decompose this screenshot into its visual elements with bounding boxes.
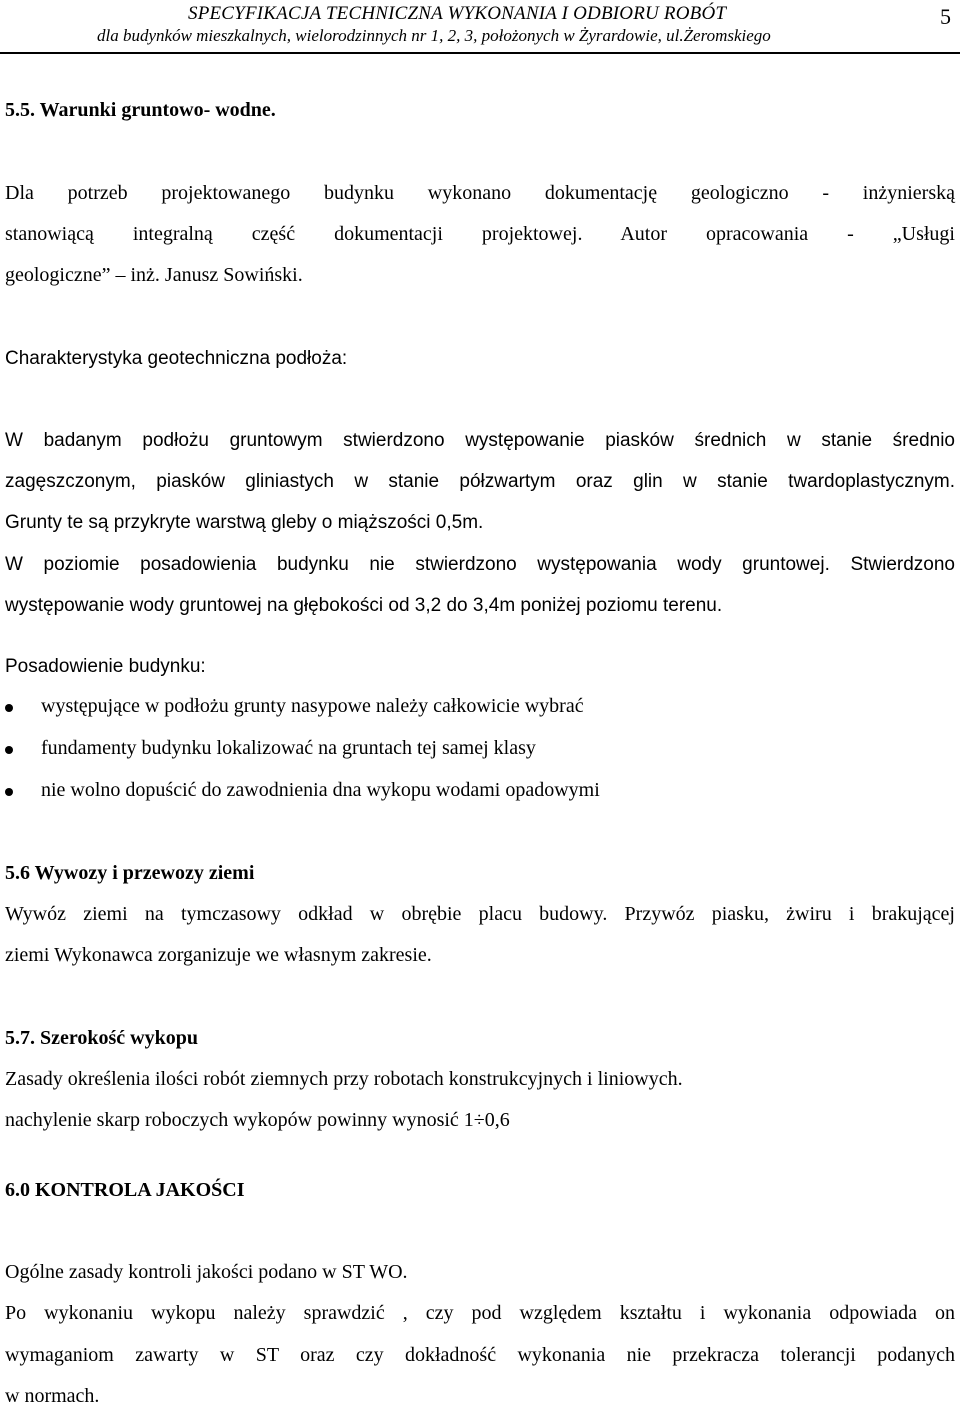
paragraph-line: W poziomie posadowienia budynku nie stwierdzono występowania wody gruntowej. Stwierdzono <box>5 554 955 575</box>
paragraph-line: Po wykonaniu wykopu należy sprawdzić , czy pod względem kształtu i wykonania odpowiada on <box>5 1302 955 1324</box>
bullet-icon <box>5 746 13 754</box>
paragraph-line: Ogólne zasady kontroli jakości podano w ST WO. <box>5 1261 408 1283</box>
paragraph-line: geologiczne” – inż. Janusz Sowiński. <box>5 264 303 286</box>
section-heading-5-6: 5.6 Wywozy i przewozy ziemi <box>5 862 255 884</box>
paragraph-line: stanowiącą integralną część dokumentacji projektowej. Autor opracowania - „Usługi <box>5 223 955 245</box>
list-item: występujące w podłożu grunty nasypowe należy całkowicie wybrać <box>41 695 584 717</box>
paragraph-line: nachylenie skarp roboczych wykopów powinny wynosić 1÷0,6 <box>5 1109 510 1131</box>
paragraph-line: występowanie wody gruntowej na głębokości od 3,2 do 3,4m poniżej poziomu terenu. <box>5 595 723 616</box>
paragraph-line: wymaganiom zawarty w ST oraz czy dokładność wykonania nie przekracza tolerancji podanych <box>5 1344 955 1366</box>
paragraph-line: Wywóz ziemi na tymczasowy odkład w obrębie placu budowy. Przywóz piasku, żwiru i brakującej <box>5 903 955 925</box>
geotechnical-heading: Charakterystyka geotechniczna podłoża: <box>5 348 348 369</box>
bullet-icon <box>5 788 13 796</box>
bullet-icon <box>5 704 13 712</box>
section-heading-5-5: 5.5. Warunki gruntowo- wodne. <box>5 99 276 121</box>
page-number: 5 <box>940 4 951 29</box>
paragraph-line: zagęszczonym, piasków gliniastych w stanie półzwartym oraz glin w stanie twardoplastycznym. <box>5 471 955 492</box>
paragraph-line: ziemi Wykonawca zorganizuje we własnym zakresie. <box>5 944 432 966</box>
foundation-heading: Posadowienie budynku: <box>5 656 206 677</box>
paragraph-line: W badanym podłożu gruntowym stwierdzono występowanie piasków średnich w stanie średnio <box>5 430 955 451</box>
list-item: fundamenty budynku lokalizować na gruntach tej samej klasy <box>41 737 536 759</box>
paragraph-line: Dla potrzeb projektowanego budynku wykonano dokumentację geologiczno - inżynierską <box>5 182 955 204</box>
paragraph-line: w normach. <box>5 1385 100 1407</box>
paragraph-line: Zasady określenia ilości robót ziemnych przy robotach konstrukcyjnych i liniowych. <box>5 1068 683 1090</box>
header-title: SPECYFIKACJA TECHNICZNA WYKONANIA I ODBIORU ROBÓT <box>188 3 727 24</box>
paragraph-line: Grunty te są przykryte warstwą gleby o miąższości 0,5m. <box>5 512 484 533</box>
list-item: nie wolno dopuścić do zawodnienia dna wykopu wodami opadowymi <box>41 779 600 801</box>
section-heading-5-7: 5.7. Szerokość wykopu <box>5 1027 198 1049</box>
page-header <box>0 0 960 54</box>
header-subtitle: dla budynków mieszkalnych, wielorodzinnych nr 1, 2, 3, położonych w Żyrardowie, ul.Żeromskiego <box>97 26 771 45</box>
section-heading-6-0: 6.0 KONTROLA JAKOŚCI <box>5 1179 245 1201</box>
